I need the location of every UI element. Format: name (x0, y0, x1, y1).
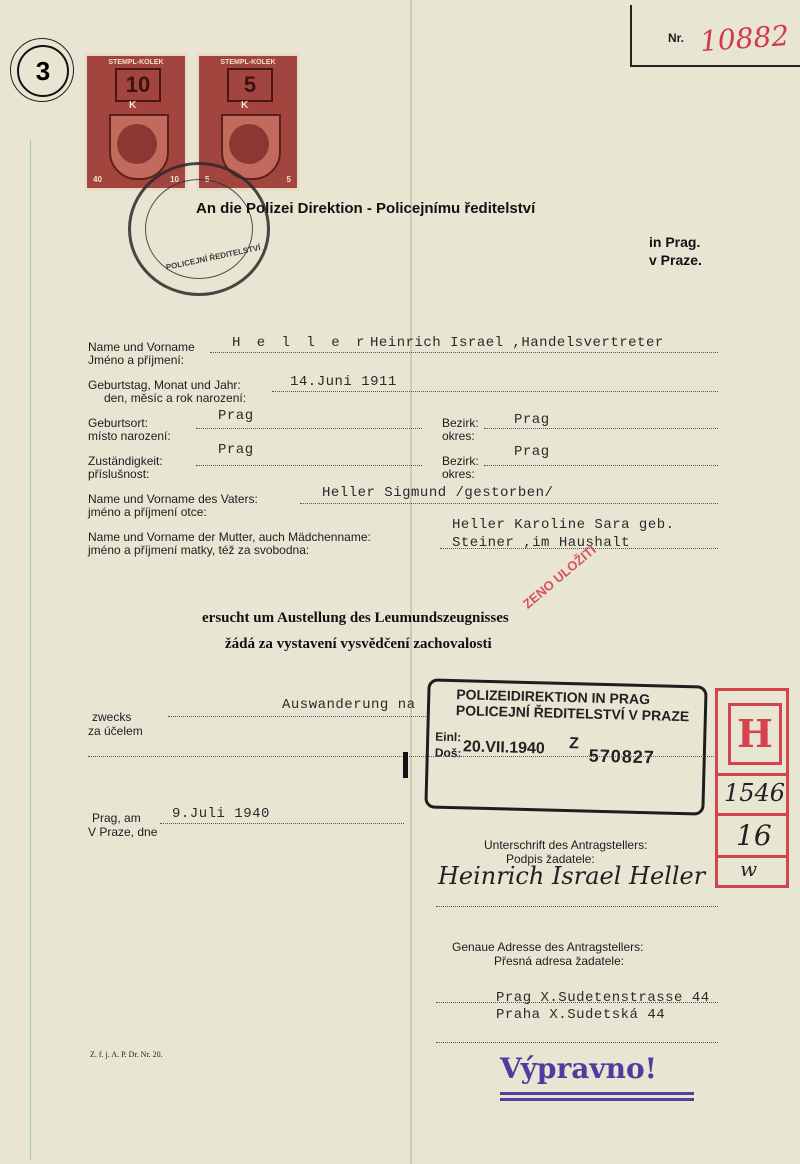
stamp-corner-right: 5 (286, 175, 291, 184)
stamp-corner-left: 40 (93, 175, 102, 184)
address-dots-1 (436, 1002, 718, 1003)
vypravno-stamp: Výpravno! (500, 1052, 657, 1085)
mother-label-cz: jméno a příjmení matky, též za svobodna: (88, 543, 310, 557)
h-registration-box (715, 688, 789, 888)
stamp-top-text: STEMPL-KOLEK (108, 59, 164, 66)
signature-value: Heinrich Israel Heller (438, 862, 706, 890)
place-date-label-de: Prag, am (92, 811, 141, 825)
father-label-de: Name und Vorname des Vaters: (88, 492, 258, 506)
city-cz: v Praze. (649, 252, 702, 268)
stamp-einl: Einl: (435, 729, 462, 745)
signature-line (436, 906, 718, 907)
given-name-value: Heinrich Israel ,Handelsvertreter (370, 335, 664, 351)
nr-label: Nr. (668, 31, 685, 45)
stamp-date: 20.VII.1940 (462, 738, 546, 758)
addressee: An die Polizei Direktion - Policejnímu ředitelství (196, 200, 536, 217)
place-date-label-cz: V Praze, dne (88, 825, 158, 839)
name-label-cz: Jméno a příjmení: (88, 353, 185, 367)
dom-district-label-de: Bezirk: (442, 454, 479, 468)
purpose-label-cz: za účelem (88, 724, 143, 738)
birthplace-label-de: Geburtsort: (88, 416, 149, 430)
father-line (300, 503, 718, 504)
h-number-3: w (740, 857, 758, 881)
h-letter: H (728, 703, 782, 765)
stamp-unit: K (129, 100, 137, 111)
stamp-corner-right: 10 (170, 175, 179, 184)
stamp-value: 5 (227, 68, 273, 102)
address-label-de: Genaue Adresse des Antragstellers: (452, 940, 644, 954)
dom-district-value: Prag (514, 444, 550, 460)
address-line1: Prag X.Sudetenstrasse 44 (496, 990, 710, 1006)
birthdate-value: 14.Juni 1911 (290, 374, 397, 390)
vypravno-stripe-2 (500, 1098, 694, 1101)
h-sep-2 (718, 813, 786, 816)
stamp-line1: POLIZEIDIREKTION IN PRAG (456, 686, 651, 708)
domicile-value: Prag (218, 442, 254, 458)
stamp-top-text: STEMPL-KOLEK (220, 59, 276, 66)
stamp-unit: K (241, 100, 249, 111)
stamp-dos: Doš: (434, 745, 462, 761)
mother-value-line2: Steiner ,im Haushalt (452, 535, 631, 551)
name-label-de: Name und Vorname (88, 340, 195, 354)
birth-district-label-cz: okres: (442, 429, 475, 443)
h-number-1: 1546 (724, 779, 786, 807)
birthdate-label-cz: den, měsíc a rok narození: (104, 391, 247, 405)
stamp-corner-left: 5 (205, 175, 210, 184)
father-value: Heller Sigmund /gestorben/ (322, 485, 554, 501)
address-line2: Praha X.Sudetská 44 (496, 1007, 666, 1023)
city-de: in Prag. (649, 234, 701, 250)
page-number-circle (10, 38, 74, 102)
page-number: 3 (17, 45, 69, 97)
surname-value: H e l l e r (232, 335, 369, 351)
vypravno-stripe-1 (500, 1092, 694, 1095)
stamp-z: Z (568, 735, 580, 753)
h-number-2: 16 (736, 819, 772, 852)
purpose-line-1 (168, 716, 426, 717)
dom-district-line (484, 465, 718, 466)
birthplace-line (196, 428, 422, 429)
purpose-value: Auswanderung na (282, 697, 416, 713)
mother-label-de: Name und Vorname der Mutter, auch Mädchenname: (88, 530, 371, 544)
birthdate-label-de: Geburtstag, Monat und Jahr: (88, 378, 241, 392)
birthplace-value: Prag (218, 408, 254, 424)
domicile-label-cz: příslušnost: (88, 467, 150, 481)
margin-line (30, 140, 31, 1160)
name-line (210, 352, 718, 353)
purpose-line-2 (88, 756, 428, 757)
signature-label-cz: Podpis žadatele: (506, 852, 595, 866)
birth-district-label-de: Bezirk: (442, 416, 479, 430)
purpose-label-de: zwecks (92, 710, 132, 724)
address-dots-2 (436, 1042, 718, 1043)
red-stamp-text: ZENO ULOŽITI (520, 541, 599, 612)
place-date-line (160, 823, 404, 824)
mother-value-line1: Heller Karoline Sara geb. (452, 517, 675, 533)
seal-text: POLICEJNÍ ŘEDITELSTVÍ (165, 243, 262, 272)
ink-mark (403, 752, 408, 778)
request-de: ersucht um Austellung des Leumundszeugnisses (202, 610, 509, 626)
birth-district-value: Prag (514, 412, 550, 428)
police-receipt-stamp (424, 678, 707, 815)
stamp-line2: POLICEJNÍ ŘEDITELSTVÍ V PRAZE (455, 702, 690, 725)
fold-line (410, 0, 412, 1164)
stamp-number: 570827 (588, 745, 656, 768)
police-seal-stamp (128, 162, 270, 296)
place-date-value: 9.Juli 1940 (172, 806, 270, 822)
dom-district-label-cz: okres: (442, 467, 475, 481)
father-label-cz: jméno a příjmení otce: (88, 505, 207, 519)
domicile-line (196, 465, 422, 466)
lion-icon (117, 124, 157, 164)
nr-value: 10882 (698, 18, 791, 59)
request-cz: žádá za vystavení vysvědčení zachovalosti (225, 636, 492, 652)
address-label-cz: Přesná adresa žadatele: (494, 954, 625, 968)
signature-label-de: Unterschrift des Antragstellers: (484, 838, 648, 852)
birth-district-line (484, 428, 718, 429)
lion-icon (229, 124, 269, 164)
purpose-line-3 (428, 756, 718, 757)
form-code: Z. f. j. A. P. Dr. Nr. 20. (90, 1050, 163, 1059)
stamp-value: 10 (115, 68, 161, 102)
birthdate-line (272, 391, 718, 392)
domicile-label-de: Zuständigkeit: (88, 454, 163, 468)
birthplace-label-cz: místo narození: (88, 429, 171, 443)
h-sep-1 (718, 773, 786, 776)
